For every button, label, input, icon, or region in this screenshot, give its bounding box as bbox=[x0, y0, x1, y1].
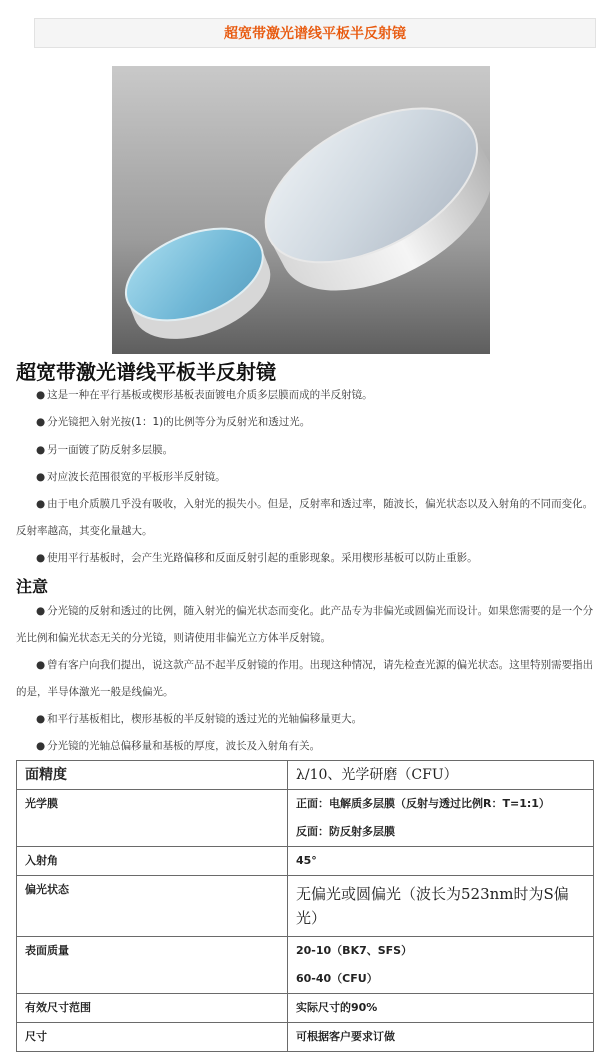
spec-label: 光学膜 bbox=[25, 797, 58, 810]
table-row bbox=[17, 876, 594, 937]
table-row bbox=[17, 790, 594, 847]
feature-item: ● 对应波长范围很宽的平板形半反射镜。 bbox=[36, 471, 226, 483]
spec-label: 面精度 bbox=[17, 761, 288, 790]
note-item: ● 曾有客户向我们提出，说这款产品不起半反射镜的作用。出现这种情况，请先检查光源的偏光状态。这里特别需要指出的是，半导体激光一般是线偏光。 bbox=[16, 659, 594, 698]
feature-item: ● 这是一种在平行基板或楔形基板表面镀电介质多层膜而成的半反射镜。 bbox=[36, 389, 373, 401]
spec-label: 有效尺寸范围 bbox=[25, 1001, 91, 1014]
product-photo bbox=[112, 66, 490, 354]
table-row bbox=[17, 994, 594, 1023]
note-item: ● 和平行基板相比，楔形基板的半反射镜的透过光的光轴偏移量更大。 bbox=[36, 713, 363, 725]
table-row bbox=[17, 761, 594, 790]
spec-value: 无偏光或圆偏光（波长为523nm时为S偏光） bbox=[296, 885, 569, 927]
page-title-bar bbox=[34, 18, 596, 48]
feature-item: ● 另一面镀了防反射多层膜。 bbox=[36, 444, 174, 456]
spec-value: 可根据客户要求订做 bbox=[296, 1030, 395, 1043]
spec-value: 反面：防反射多层膜 bbox=[296, 825, 395, 838]
spec-label: 偏光状态 bbox=[25, 883, 69, 896]
spec-value: 实际尺寸的90% bbox=[296, 1001, 378, 1014]
table-row bbox=[17, 937, 594, 994]
table-row bbox=[17, 847, 594, 876]
spec-value: 20-10（BK7、SFS） bbox=[296, 944, 413, 957]
feature-item: ● 分光镜把入射光按(1：1)的比例等分为反射光和透过光。 bbox=[36, 416, 311, 428]
spec-value: 正面：电解质多层膜（反射与透过比例R：T=1:1） bbox=[296, 797, 550, 810]
spec-label: 表面质量 bbox=[25, 944, 69, 957]
page-title: 超宽带激光谱线平板半反射镜 bbox=[224, 26, 406, 42]
spec-table bbox=[16, 760, 594, 1052]
note-item: ● 分光镜的反射和透过的比例，随入射光的偏光状态而变化。此产品专为非偏光或圆偏光而设计。如果您需要的是一个分光比例和偏光状态无关的分光镜，则请使用非偏光立方体半反射镜。 bbox=[16, 605, 594, 644]
note-item: ● 分光镜的光轴总偏移量和基板的厚度，波长及入射角有关。 bbox=[36, 740, 321, 752]
spec-value: λ/10、光学研磨（CFU） bbox=[288, 761, 594, 790]
table-row bbox=[17, 1023, 594, 1052]
spec-value: 45° bbox=[296, 854, 317, 867]
spec-label: 入射角 bbox=[25, 854, 58, 867]
spec-label: 尺寸 bbox=[25, 1030, 47, 1043]
spec-value: 60-40（CFU） bbox=[296, 972, 378, 985]
feature-item: ● 使用平行基板时，会产生光路偏移和反面反射引起的重影现象。采用楔形基板可以防止重影。 bbox=[36, 552, 478, 564]
notes-heading: 注意 bbox=[16, 577, 49, 596]
feature-item: ● 由于电介质膜几乎没有吸收，入射光的损失小。但是，反射率和透过率，随波长，偏光状态以及入射角的不同而变化。反射率越高，其变化量越大。 bbox=[16, 498, 594, 537]
product-heading: 超宽带激光谱线平板半反射镜 bbox=[16, 360, 276, 384]
